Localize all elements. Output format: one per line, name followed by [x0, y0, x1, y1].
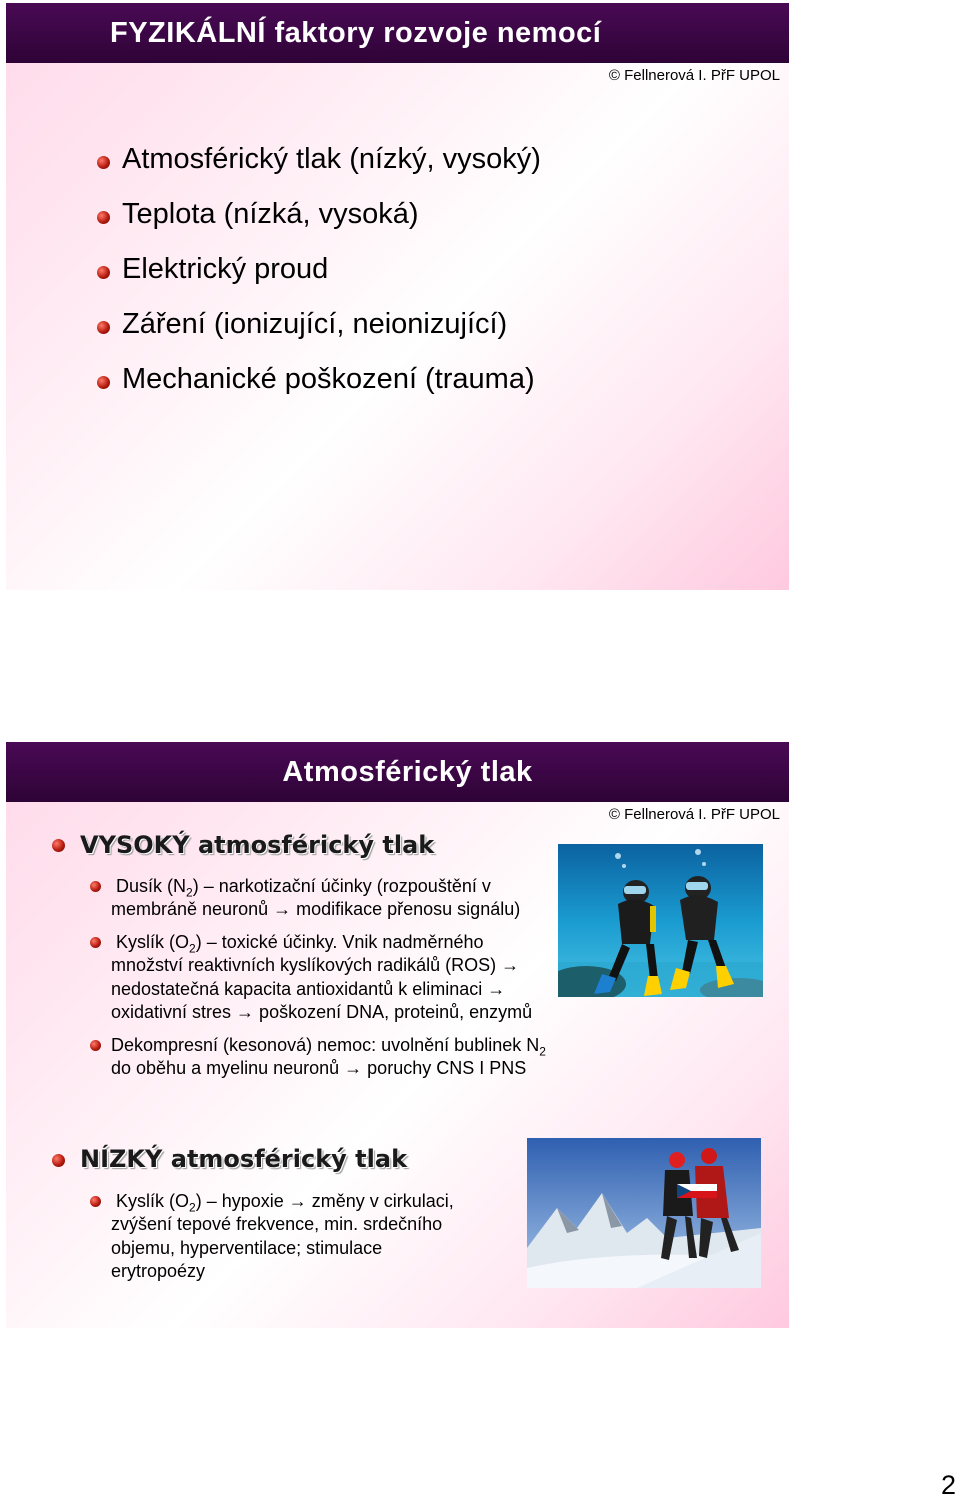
bullet-icon [90, 937, 101, 948]
bullet-item: Elektrický proud [122, 253, 329, 285]
high-item-nitrogen: Dusík $(N_2)$ – narkotizační účinky (rozpouštění v membráně neuronů → modifikace přenosu signálu) [111, 876, 521, 920]
bullet-icon [97, 376, 110, 389]
section-heading-high: VYSOKÝ atmosférický tlak [80, 831, 435, 859]
bullet-item: Záření (ionizující, neionizující) [122, 308, 508, 340]
bullet-icon [97, 266, 110, 279]
bullet-icon [90, 1040, 101, 1051]
copyright-note: © Fellnerová I. PřF UPOL [608, 67, 780, 84]
copyright-note: © Fellnerová I. PřF UPOL [608, 806, 780, 823]
slide-title-bar [6, 3, 789, 63]
high-item-decompression: Dekompresní (kesonová) nemoc: uvolnění bublinek $N_2$ do oběhu a myelinu neuronů → poruchy CNS I PNS [111, 1035, 546, 1079]
bullet-icon [52, 1154, 65, 1167]
bullet-icon [97, 211, 110, 224]
slide-title: FYZIKÁLNÍ faktory rozvoje nemocí [110, 16, 602, 49]
bullet-icon [97, 321, 110, 334]
low-item-oxygen: Kyslík $(O_2)$ – hypoxie → změny v cirkulaci, zvýšení tepové frekvence, min. srdečního objemu, hyperventilace; stimulace erytropoézy [111, 1191, 454, 1281]
slide-2 [6, 742, 789, 1328]
page-number: 2 [940, 1470, 956, 1500]
bullet-item: Atmosférický tlak (nízký, vysoký) [122, 143, 541, 175]
bullet-icon [97, 156, 110, 169]
slide-1 [6, 3, 789, 590]
bullet-item: Mechanické poškození (trauma) [122, 363, 535, 395]
bullet-item: Teplota (nízká, vysoká) [122, 198, 419, 230]
bullet-icon [52, 839, 65, 852]
bullet-icon [90, 881, 101, 892]
slide-title: Atmosférický tlak [282, 755, 533, 788]
bullet-icon [90, 1196, 101, 1207]
high-item-oxygen: Kyslík $(O_2)$ – toxické účinky. Vnik nadměrného množství reaktivních kyslíkových radikálů (ROS) → nedostatečná kapacita antioxidantů k eliminaci → oxidativní stres → poškození DNA, proteinů, enzymů [111, 932, 533, 1022]
section-heading-low: NÍZKÝ atmosférický tlak [80, 1145, 408, 1173]
mountaineers-photo [527, 1138, 761, 1288]
slide-title-bar [6, 742, 789, 802]
divers-photo [558, 844, 763, 997]
